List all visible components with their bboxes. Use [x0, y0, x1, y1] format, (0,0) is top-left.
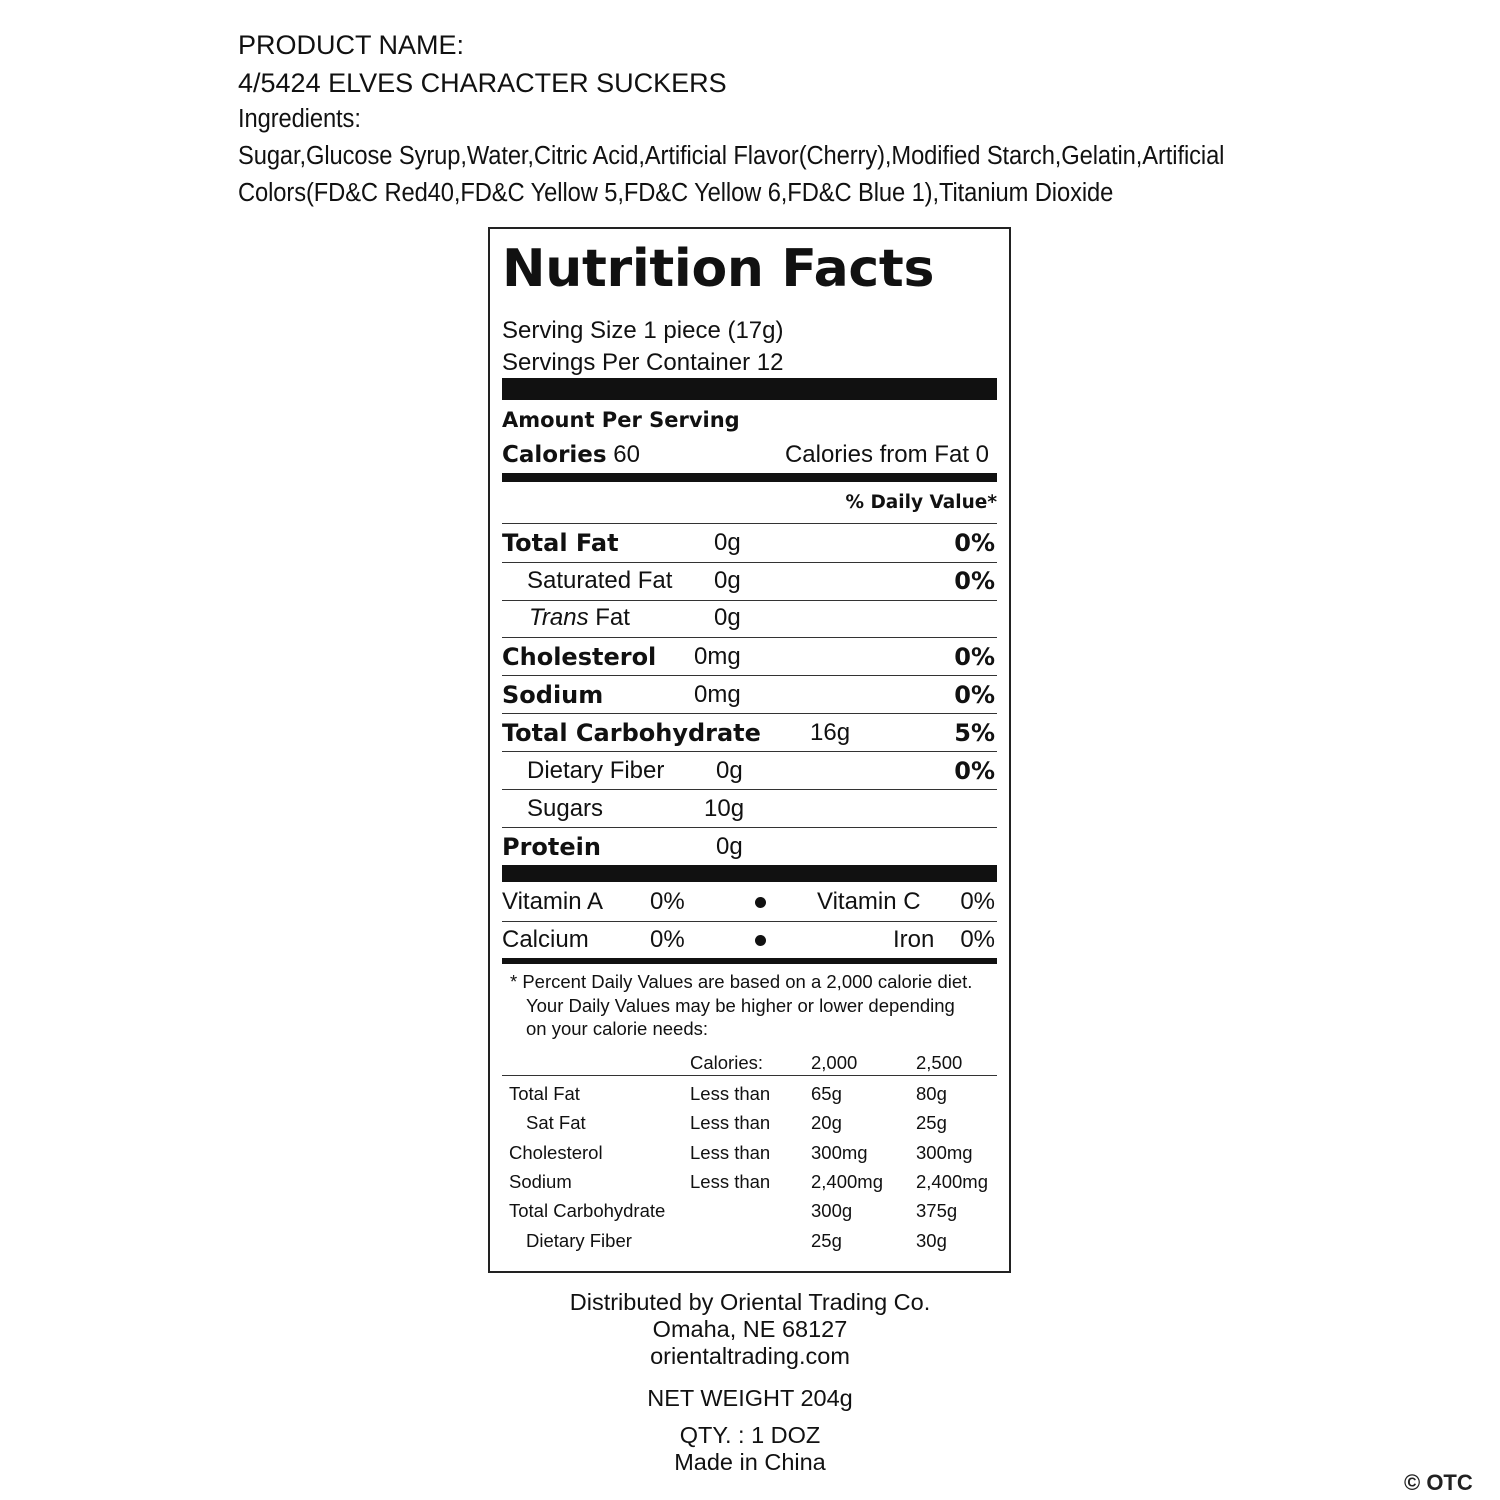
- nutrient-label: Saturated Fat: [527, 567, 673, 594]
- nutrient-row-sodium: [502, 681, 997, 710]
- divider: [502, 827, 997, 828]
- nutrient-amount: 0g: [714, 567, 741, 594]
- nutrient-dv: 0%: [954, 681, 995, 709]
- amount-per-serving: Amount Per Serving: [502, 408, 740, 432]
- table-cell: Sat Fat: [526, 1112, 586, 1133]
- nutrient-dv: 0%: [954, 757, 995, 785]
- nutrient-amount: 0mg: [694, 643, 741, 670]
- divider: [502, 637, 997, 638]
- nutrient-row-cholesterol: [502, 643, 997, 672]
- footnote: [510, 970, 1001, 1041]
- table-cell: 375g: [916, 1200, 958, 1221]
- table-cell: 300mg: [811, 1142, 868, 1163]
- divider: [502, 921, 997, 922]
- nutrient-row-sugars: [502, 795, 997, 823]
- vitamin-a-label: Vitamin A: [502, 888, 603, 915]
- table-cell: Cholesterol: [509, 1142, 603, 1163]
- table-cell: Total Carbohydrate: [509, 1200, 666, 1221]
- ingredients-line-1: Sugar,Glucose Syrup,Water,Citric Acid,Artificial Flavor(Cherry),Modified Starch,Gelatin,Artificial: [238, 142, 1225, 170]
- calcium-label: Calcium: [502, 926, 589, 953]
- ingredients-line-2: Colors(FD&C Red40,FD&C Yellow 5,FD&C Yellow 6,FD&C Blue 1),Titanium Dioxide: [238, 179, 1114, 207]
- divider: [502, 523, 997, 524]
- medium-divider: [502, 958, 997, 964]
- table-header-calories: Calories:: [690, 1052, 763, 1073]
- table-cell: Sodium: [509, 1171, 572, 1192]
- table-cell: 300g: [811, 1200, 853, 1221]
- nutrition-facts-title: Nutrition Facts: [502, 239, 935, 299]
- quantity: QTY. : 1 DOZ: [679, 1422, 821, 1448]
- table-cell: 80g: [916, 1083, 947, 1104]
- nutrient-dv: 0%: [954, 643, 995, 671]
- table-cell: Less than: [690, 1142, 771, 1163]
- divider: [502, 713, 997, 714]
- nutrient-row-protein: [502, 833, 997, 862]
- medium-divider: [502, 473, 997, 482]
- nutrient-amount: 0g: [716, 833, 743, 860]
- nutrient-amount: 0g: [714, 529, 741, 556]
- vitamin-row-2: [502, 926, 997, 954]
- otc-watermark: © OTC: [1404, 1470, 1473, 1495]
- nutrient-label: Total Carbohydrate: [502, 719, 761, 747]
- nutrient-row-saturated-fat: [502, 567, 997, 595]
- daily-value-header: % Daily Value*: [845, 492, 997, 513]
- nutrient-label: Dietary Fiber: [527, 757, 665, 784]
- nutrient-amount: 0g: [716, 757, 743, 784]
- thick-divider: [502, 378, 997, 400]
- nutrient-dv: 5%: [954, 719, 995, 747]
- nutrient-label: Sodium: [502, 681, 604, 709]
- calories-from-fat: Calories from Fat 0: [784, 441, 989, 468]
- bullet-icon: [755, 935, 766, 946]
- nutrient-amount: 10g: [704, 795, 745, 822]
- nutrient-row-total-carbohydrate: [502, 719, 997, 748]
- table-cell: Less than: [690, 1171, 771, 1192]
- website: orientaltrading.com: [650, 1343, 850, 1369]
- nutrient-row-trans-fat: [502, 604, 997, 632]
- divider: [502, 789, 997, 790]
- divider: [502, 600, 997, 601]
- thick-divider: [502, 865, 997, 882]
- vitamin-c-value: 0%: [960, 888, 995, 915]
- distributor-city: Omaha, NE 68127: [652, 1316, 848, 1342]
- table-cell: Less than: [690, 1112, 771, 1133]
- nutrient-row-total-fat: [502, 529, 997, 558]
- calories-label: Calories: [502, 442, 607, 468]
- footnote-line: on your calorie needs:: [526, 1018, 709, 1039]
- nutrient-dv: 0%: [954, 567, 995, 595]
- divider: [502, 1075, 997, 1076]
- table-cell: 300mg: [916, 1142, 973, 1163]
- divider: [502, 675, 997, 676]
- nutrient-dv: 0%: [954, 529, 995, 557]
- table-cell: 2,400mg: [916, 1171, 988, 1192]
- table-header-2000: 2,000: [811, 1052, 858, 1073]
- nutrient-amount: 16g: [810, 719, 851, 746]
- nutrient-label: Trans Fat: [529, 604, 630, 631]
- iron-value: 0%: [960, 926, 995, 953]
- table-cell: Dietary Fiber: [526, 1230, 632, 1251]
- nutrient-label: Sugars: [527, 795, 604, 822]
- table-cell: Total Fat: [509, 1083, 580, 1104]
- table-cell: 2,400mg: [811, 1171, 883, 1192]
- vitamin-a-value: 0%: [650, 888, 685, 915]
- divider: [502, 751, 997, 752]
- country-of-origin: Made in China: [674, 1449, 826, 1475]
- nutrient-label: Cholesterol: [502, 643, 657, 671]
- calories-value: 60: [613, 441, 640, 468]
- serving-size: Serving Size 1 piece (17g): [502, 317, 784, 344]
- nutrient-row-dietary-fiber: [502, 757, 997, 785]
- table-cell: 20g: [811, 1112, 842, 1133]
- vitamin-row-1: [502, 888, 997, 916]
- ingredients-label: Ingredients:: [238, 105, 361, 133]
- net-weight: NET WEIGHT 204g: [647, 1385, 853, 1411]
- footnote-line: * Percent Daily Values are based on a 2,000 calorie diet.: [510, 971, 973, 992]
- table-cell: 65g: [811, 1083, 842, 1104]
- table-cell: Less than: [690, 1083, 771, 1104]
- table-header-2500: 2,500: [916, 1052, 963, 1073]
- product-name: 4/5424 ELVES CHARACTER SUCKERS: [238, 68, 727, 98]
- servings-per-container: Servings Per Container 12: [502, 349, 784, 376]
- product-name-label: PRODUCT NAME:: [238, 30, 465, 60]
- table-cell: 30g: [916, 1230, 947, 1251]
- iron-label: Iron: [893, 926, 935, 953]
- daily-value-table: [502, 1047, 997, 1251]
- nutrient-label: Protein: [502, 833, 601, 861]
- nutrient-amount: 0g: [714, 604, 741, 631]
- nutrition-facts-panel: [488, 227, 1011, 1273]
- calcium-value: 0%: [650, 926, 685, 953]
- footnote-line: Your Daily Values may be higher or lower depending: [526, 994, 955, 1016]
- table-cell: 25g: [916, 1112, 947, 1133]
- nutrient-amount: 0mg: [694, 681, 741, 708]
- distributor: Distributed by Oriental Trading Co.: [569, 1289, 931, 1315]
- nutrient-label: Total Fat: [502, 529, 619, 557]
- bullet-icon: [755, 897, 766, 908]
- table-cell: 25g: [811, 1230, 842, 1251]
- divider: [502, 562, 997, 563]
- calories-row: [502, 441, 997, 469]
- vitamin-c-label: Vitamin C: [817, 888, 921, 915]
